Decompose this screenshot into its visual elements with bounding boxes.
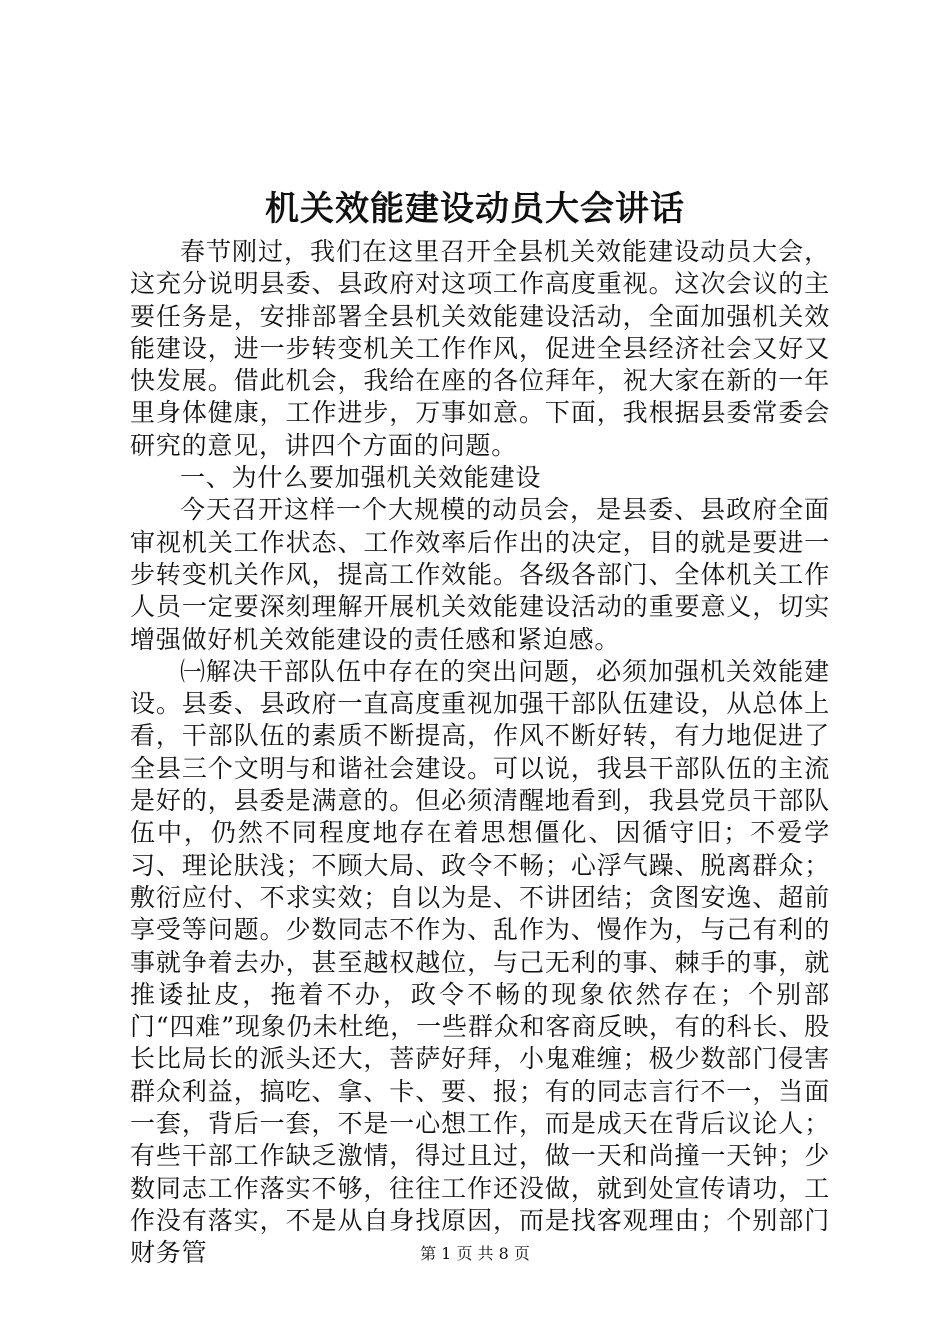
paragraph-subsection-1: ㈠解决干部队伍中存在的突出问题，必须加强机关效能建设。县委、县政府一直高度重视加强干部队伍建设，从总体上看，干部队伍的素质不断提高，作风不断好转，有力地促进了全县三个文明与和谐社会建设。可以说，我县干部队伍的主流是好的，县委是满意的。但必须清醒地看到，我县党员干部队伍中，仍然不同程度地存在着思想僵化、因循守旧；不爱学习、理论肤浅；不顾大局、政令不畅；心浮气躁、脱离群众；敷衍应付、不求实效；自以为是、不讲团结；贪图安逸、超前享受等问题。少数同志不作为、乱作为、慢作为，与己有利的事就争着去办，甚至越权越位，与己无利的事、棘手的事，就推诿扯皮，拖着不办，政令不畅的现象依然存在；个别部门“四难”现象仍未杜绝，一些群众和客商反映，有的科长、股长比局长的派头还大，菩萨好拜，小鬼难缠；极少数部门侵害群众利益，搞吃、拿、卡、要、报；有的同志言行不一，当面一套，背后一套，不是一心想工作，而是成天在背后议论人；有些干部工作缺乏激情，得过且过，做一天和尚撞一天钟；少数同志工作落实不够，往往工作还没做，就到处宣传请功，工作没有落实，不是从自身找原因，而是找客观理由；个别部门财务管 bbox=[130, 656, 830, 1268]
document-title: 机关效能建设动员大会讲话 bbox=[265, 189, 685, 229]
paragraph-section-1-intro: 今天召开这样一个大规模的动员会，是县委、县政府全面审视机关工作状态、工作效率后作出的决定，目的就是要进一步转变机关作风，提高工作效能。各级各部门、全体机关工作人员一定要深刻理解开展机关效能建设活动的重要意义，切实增强做好机关效能建设的责任感和紧迫感。 bbox=[130, 495, 830, 654]
document-body bbox=[130, 236, 830, 1270]
paragraph-intro: 春节刚过，我们在这里召开全县机关效能建设动员大会，这充分说明县委、县政府对这项工作高度重视。这次会议的主要任务是，安排部署全县机关效能建设活动，全面加强机关效能建设，进一步转变机关工作作风，促进全县经济社会又好又快发展。借此机会，我给在座的各位拜年，祝大家在新的一年里身体健康，工作进步，万事如意。下面，我根据县委常委会研究的意见，讲四个方面的问题。 bbox=[130, 237, 830, 460]
page-number-footer: 第 1 页 共 8 页 bbox=[420, 1244, 530, 1263]
section-heading-1: 一、为什么要加强机关效能建设 bbox=[180, 463, 542, 493]
